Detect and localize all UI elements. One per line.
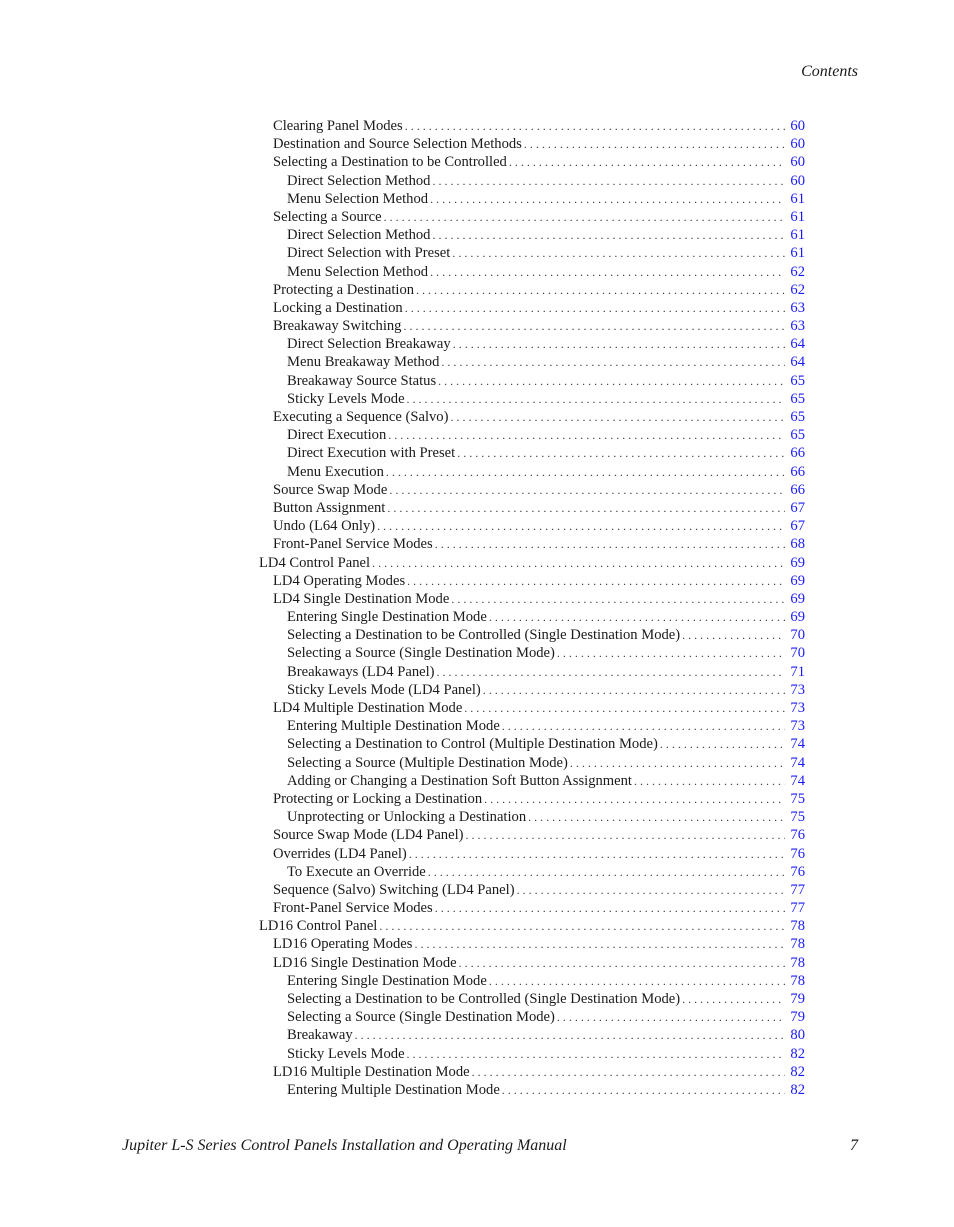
toc-dot-leader bbox=[437, 663, 785, 681]
toc-dot-leader bbox=[403, 317, 785, 335]
toc-entry-title: Sticky Levels Mode bbox=[287, 390, 405, 407]
toc-page-link[interactable]: 62 bbox=[790, 281, 805, 298]
toc-entry[interactable] bbox=[259, 917, 805, 935]
toc-dot-leader bbox=[416, 281, 785, 299]
toc-entry-title: Menu Selection Method bbox=[287, 263, 429, 280]
toc-page-link[interactable]: 70 bbox=[790, 627, 805, 644]
toc-dot-leader bbox=[489, 972, 785, 990]
toc-dot-leader bbox=[388, 426, 785, 444]
toc-entry[interactable] bbox=[259, 208, 805, 226]
toc-page-link[interactable]: 60 bbox=[790, 172, 805, 189]
toc-dot-leader bbox=[452, 244, 785, 262]
toc-entry[interactable] bbox=[259, 972, 805, 990]
toc-page-link[interactable]: 82 bbox=[790, 1063, 805, 1080]
toc-entry[interactable] bbox=[259, 372, 805, 390]
toc-entry-title: Menu Breakaway Method bbox=[287, 354, 440, 371]
toc-entry-title: Breakaway Switching bbox=[273, 318, 402, 335]
toc-entry-title: Direct Selection Method bbox=[287, 172, 431, 189]
toc-entry-title: Selecting a Destination to Control (Multiple Destination Mode) bbox=[287, 736, 658, 753]
toc-page-link[interactable]: 60 bbox=[790, 154, 805, 171]
toc-entry[interactable] bbox=[259, 172, 805, 190]
toc-entry[interactable] bbox=[259, 754, 805, 772]
toc-page-link[interactable]: 61 bbox=[790, 245, 805, 262]
toc-entry[interactable] bbox=[259, 190, 805, 208]
toc-page-link[interactable]: 66 bbox=[790, 463, 805, 480]
toc-dot-leader bbox=[386, 463, 785, 481]
toc-dot-leader bbox=[435, 899, 785, 917]
toc-entry-title: Locking a Destination bbox=[273, 299, 403, 316]
toc-page-link[interactable]: 63 bbox=[790, 318, 805, 335]
toc-entry-title: Destination and Source Selection Methods bbox=[273, 136, 522, 153]
toc-entry-title: Breakaway bbox=[287, 1027, 353, 1044]
toc-page-link[interactable]: 68 bbox=[790, 536, 805, 553]
toc-page-link[interactable]: 76 bbox=[790, 863, 805, 880]
toc-page-link[interactable]: 73 bbox=[790, 718, 805, 735]
toc-dot-leader bbox=[435, 535, 785, 553]
toc-page-link[interactable]: 69 bbox=[790, 572, 805, 589]
toc-entry[interactable] bbox=[259, 153, 805, 171]
footer-manual-title: Jupiter L-S Series Control Panels Installation and Operating Manual bbox=[122, 1137, 567, 1154]
toc-page-link[interactable]: 78 bbox=[790, 972, 805, 989]
toc-entry-title: Selecting a Source (Multiple Destination Mode) bbox=[287, 754, 568, 771]
toc-entry[interactable] bbox=[259, 735, 805, 753]
toc-dot-leader bbox=[432, 226, 785, 244]
toc-entry[interactable] bbox=[259, 317, 805, 335]
toc-dot-leader bbox=[459, 954, 785, 972]
toc-entry-title: Direct Selection Breakaway bbox=[287, 336, 451, 353]
toc-page-link[interactable]: 69 bbox=[790, 590, 805, 607]
toc-entry-title: LD4 Multiple Destination Mode bbox=[273, 700, 463, 716]
toc-page-link[interactable]: 76 bbox=[790, 827, 805, 844]
toc-entry[interactable] bbox=[259, 881, 805, 899]
toc-entry[interactable] bbox=[259, 699, 805, 717]
toc-dot-leader bbox=[414, 935, 785, 953]
toc-entry[interactable] bbox=[259, 444, 805, 462]
toc-page-link[interactable]: 74 bbox=[790, 754, 805, 771]
toc-dot-leader bbox=[483, 681, 785, 699]
toc-dot-leader bbox=[384, 208, 785, 226]
toc-entry-title: Button Assignment bbox=[273, 499, 386, 516]
toc-dot-leader bbox=[372, 554, 785, 572]
toc-entry-title: Adding or Changing a Destination Soft Button Assignment bbox=[287, 772, 632, 789]
toc-dot-leader bbox=[509, 153, 785, 171]
toc-dot-leader bbox=[441, 353, 785, 371]
toc-entry-title: Entering Multiple Destination Mode bbox=[287, 718, 500, 735]
toc-page-link[interactable]: 82 bbox=[790, 1045, 805, 1062]
toc-page-link[interactable]: 69 bbox=[790, 554, 805, 571]
toc-entry[interactable] bbox=[259, 299, 805, 317]
toc-entry-title: Selecting a Source (Single Destination Mode) bbox=[287, 645, 555, 662]
toc-entry[interactable] bbox=[259, 826, 805, 844]
toc-page-link[interactable]: 76 bbox=[790, 845, 805, 862]
toc-page-link[interactable]: 79 bbox=[790, 991, 805, 1007]
toc-dot-leader bbox=[466, 826, 786, 844]
toc-dot-leader bbox=[557, 644, 785, 662]
toc-entry[interactable] bbox=[259, 1008, 805, 1026]
toc-entry-title: Menu Selection Method bbox=[287, 190, 429, 207]
toc-entry[interactable] bbox=[259, 281, 805, 299]
toc-page-link[interactable]: 65 bbox=[790, 409, 805, 425]
toc-dot-leader bbox=[407, 1045, 785, 1063]
toc-entry-title: Executing a Sequence (Salvo) bbox=[273, 409, 449, 425]
toc-entry[interactable] bbox=[259, 499, 805, 517]
toc-dot-leader bbox=[377, 517, 785, 535]
toc-page-link[interactable]: 64 bbox=[790, 354, 805, 371]
toc-entry[interactable] bbox=[259, 717, 805, 735]
toc-entry[interactable] bbox=[259, 845, 805, 863]
toc-page-link[interactable]: 82 bbox=[790, 1081, 805, 1098]
toc-page-link[interactable]: 70 bbox=[790, 645, 805, 662]
toc-dot-leader bbox=[405, 117, 785, 135]
toc-dot-leader bbox=[405, 299, 785, 317]
toc-page-link[interactable]: 75 bbox=[790, 790, 805, 807]
toc-entry[interactable] bbox=[259, 263, 805, 281]
toc-page-link[interactable]: 61 bbox=[790, 208, 805, 225]
toc-page-link[interactable]: 61 bbox=[790, 227, 805, 244]
toc-entry-title: Source Swap Mode (LD4 Panel) bbox=[273, 827, 464, 844]
toc-entry-title: Sticky Levels Mode (LD4 Panel) bbox=[287, 681, 481, 698]
toc-dot-leader bbox=[457, 444, 785, 462]
toc-entry-title: LD4 Single Destination Mode bbox=[273, 590, 450, 607]
toc-entry[interactable] bbox=[259, 135, 805, 153]
toc-entry[interactable] bbox=[259, 535, 805, 553]
toc-entry-title: Sticky Levels Mode bbox=[287, 1045, 405, 1062]
toc-dot-leader bbox=[472, 1063, 785, 1081]
toc-entry[interactable] bbox=[259, 626, 805, 644]
toc-dot-leader bbox=[570, 754, 785, 772]
toc-page-link[interactable]: 69 bbox=[790, 609, 805, 626]
toc-dot-leader bbox=[451, 590, 785, 608]
toc-page-link[interactable]: 77 bbox=[790, 881, 805, 898]
toc-page-link[interactable]: 78 bbox=[790, 918, 805, 935]
toc-entry[interactable] bbox=[259, 808, 805, 826]
toc-page-link[interactable]: 67 bbox=[790, 518, 805, 535]
toc-dot-leader bbox=[450, 408, 785, 426]
toc-dot-leader bbox=[464, 699, 785, 717]
toc-page-link[interactable]: 79 bbox=[790, 1009, 805, 1026]
toc-page-link[interactable]: 75 bbox=[790, 809, 805, 826]
toc-entry-title: LD16 Operating Modes bbox=[273, 936, 413, 953]
toc-dot-leader bbox=[489, 608, 785, 626]
toc-dot-leader bbox=[438, 372, 785, 390]
toc-entry-title: Direct Selection Method bbox=[287, 227, 431, 244]
toc-entry[interactable] bbox=[259, 772, 805, 790]
toc-entry-title: Selecting a Source bbox=[273, 208, 382, 225]
toc-entry-title: Sequence (Salvo) Switching (LD4 Panel) bbox=[273, 881, 515, 898]
toc-page-link[interactable]: 73 bbox=[790, 700, 805, 716]
toc-dot-leader bbox=[409, 845, 785, 863]
toc-entry-title: Protecting or Locking a Destination bbox=[273, 790, 483, 807]
toc-entry-title: LD16 Multiple Destination Mode bbox=[273, 1063, 470, 1080]
toc-entry-title: To Execute an Override bbox=[287, 863, 426, 880]
toc-page-link[interactable]: 74 bbox=[790, 772, 805, 789]
toc-entry[interactable] bbox=[259, 935, 805, 953]
toc-entry-title: Selecting a Destination to be Controlled (Single Destination Mode) bbox=[287, 991, 681, 1007]
toc-entry[interactable] bbox=[259, 590, 805, 608]
toc-page-link[interactable]: 67 bbox=[790, 499, 805, 516]
toc-dot-leader bbox=[484, 790, 785, 808]
toc-dot-leader bbox=[387, 499, 785, 517]
toc-entry[interactable] bbox=[259, 517, 805, 535]
toc-entry-title: Direct Selection with Preset bbox=[287, 245, 451, 262]
toc-entry[interactable] bbox=[259, 644, 805, 662]
toc-entry[interactable] bbox=[259, 1081, 805, 1099]
toc-page-link[interactable]: 71 bbox=[790, 663, 805, 680]
toc-entry[interactable] bbox=[259, 554, 805, 572]
toc-entry[interactable] bbox=[259, 481, 805, 499]
toc-entry-title: Overrides (LD4 Panel) bbox=[273, 845, 407, 862]
toc-page-link[interactable]: 65 bbox=[790, 427, 805, 444]
toc-dot-leader bbox=[428, 863, 785, 881]
toc-page-link[interactable]: 65 bbox=[790, 372, 805, 389]
toc-entry-title: LD4 Operating Modes bbox=[273, 572, 406, 589]
toc-entry-title: Clearing Panel Modes bbox=[273, 118, 403, 134]
toc-entry[interactable] bbox=[259, 790, 805, 808]
toc-entry-title: LD16 Control Panel bbox=[259, 918, 378, 935]
toc-dot-leader bbox=[660, 735, 785, 753]
toc-dot-leader bbox=[379, 917, 785, 935]
toc-dot-leader bbox=[430, 190, 785, 208]
toc-entry[interactable] bbox=[259, 117, 805, 135]
toc-entry-title: LD4 Control Panel bbox=[259, 554, 371, 571]
toc-entry-title: Entering Multiple Destination Mode bbox=[287, 1081, 500, 1098]
toc-entry[interactable] bbox=[259, 1045, 805, 1063]
toc-entry[interactable] bbox=[259, 990, 805, 1008]
toc-entry[interactable] bbox=[259, 572, 805, 590]
toc-entry-title: Selecting a Destination to be Controlled bbox=[273, 154, 507, 171]
toc-entry-title: Front-Panel Service Modes bbox=[273, 900, 433, 917]
toc-page-link[interactable]: 61 bbox=[790, 190, 805, 207]
toc-dot-leader bbox=[517, 881, 785, 899]
toc-page-link[interactable]: 63 bbox=[790, 299, 805, 316]
toc-dot-leader bbox=[524, 135, 785, 153]
toc-entry[interactable] bbox=[259, 954, 805, 972]
toc-dot-leader bbox=[682, 626, 785, 644]
toc-entry-title: Breakaway Source Status bbox=[287, 372, 437, 389]
toc-entry-title: Protecting a Destination bbox=[273, 281, 415, 298]
toc-dot-leader bbox=[528, 808, 785, 826]
toc-entry[interactable] bbox=[259, 899, 805, 917]
toc-entry-title: Front-Panel Service Modes bbox=[273, 536, 433, 553]
toc-entry[interactable] bbox=[259, 390, 805, 408]
toc-dot-leader bbox=[389, 481, 785, 499]
toc-dot-leader bbox=[432, 172, 785, 190]
toc-page-link[interactable]: 74 bbox=[790, 736, 805, 753]
toc-entry-title: Unprotecting or Unlocking a Destination bbox=[287, 809, 527, 826]
toc-dot-leader bbox=[355, 1026, 785, 1044]
table-of-contents bbox=[259, 117, 805, 1099]
toc-dot-leader bbox=[453, 335, 785, 353]
toc-entry[interactable] bbox=[259, 1026, 805, 1044]
toc-entry-title: Direct Execution bbox=[287, 427, 387, 444]
toc-page-link[interactable]: 80 bbox=[790, 1027, 805, 1044]
toc-entry-title: Breakaways (LD4 Panel) bbox=[287, 663, 435, 680]
toc-page-link[interactable]: 62 bbox=[790, 263, 805, 280]
toc-entry[interactable] bbox=[259, 663, 805, 681]
toc-page-link[interactable]: 77 bbox=[790, 900, 805, 917]
toc-page-link[interactable]: 60 bbox=[790, 118, 805, 134]
toc-dot-leader bbox=[430, 263, 785, 281]
toc-dot-leader bbox=[502, 717, 785, 735]
toc-entry[interactable] bbox=[259, 1063, 805, 1081]
toc-entry[interactable] bbox=[259, 463, 805, 481]
toc-entry-title: Direct Execution with Preset bbox=[287, 445, 456, 462]
toc-page-link[interactable]: 60 bbox=[790, 136, 805, 153]
toc-dot-leader bbox=[634, 772, 785, 790]
toc-entry[interactable] bbox=[259, 681, 805, 699]
toc-dot-leader bbox=[557, 1008, 785, 1026]
toc-entry[interactable] bbox=[259, 608, 805, 626]
toc-entry[interactable] bbox=[259, 353, 805, 371]
toc-entry-title: Selecting a Destination to be Controlled (Single Destination Mode) bbox=[287, 627, 681, 644]
toc-dot-leader bbox=[682, 990, 785, 1008]
running-head: Contents bbox=[801, 63, 858, 80]
toc-page-link[interactable]: 78 bbox=[790, 954, 805, 971]
toc-dot-leader bbox=[502, 1081, 785, 1099]
toc-page-link[interactable]: 73 bbox=[790, 681, 805, 698]
toc-entry-title: LD16 Single Destination Mode bbox=[273, 954, 457, 971]
toc-entry-title: Menu Execution bbox=[287, 463, 384, 480]
footer-page-number: 7 bbox=[850, 1137, 858, 1154]
toc-entry-title: Entering Single Destination Mode bbox=[287, 609, 487, 626]
toc-page-link[interactable]: 65 bbox=[790, 390, 805, 407]
toc-entry[interactable] bbox=[259, 426, 805, 444]
toc-entry[interactable] bbox=[259, 335, 805, 353]
toc-page-link[interactable]: 66 bbox=[790, 481, 805, 498]
toc-entry[interactable] bbox=[259, 244, 805, 262]
toc-entry-title: Selecting a Source (Single Destination Mode) bbox=[287, 1009, 555, 1026]
toc-entry-title: Undo (L64 Only) bbox=[273, 518, 376, 535]
toc-page-link[interactable]: 78 bbox=[790, 936, 805, 953]
toc-dot-leader bbox=[407, 572, 785, 590]
toc-dot-leader bbox=[407, 390, 785, 408]
toc-page-link[interactable]: 66 bbox=[790, 445, 805, 462]
toc-entry[interactable] bbox=[259, 863, 805, 881]
toc-entry-title: Entering Single Destination Mode bbox=[287, 972, 487, 989]
toc-entry-title: Source Swap Mode bbox=[273, 481, 388, 498]
toc-page-link[interactable]: 64 bbox=[790, 336, 805, 353]
toc-entry[interactable] bbox=[259, 408, 805, 426]
toc-entry[interactable] bbox=[259, 226, 805, 244]
